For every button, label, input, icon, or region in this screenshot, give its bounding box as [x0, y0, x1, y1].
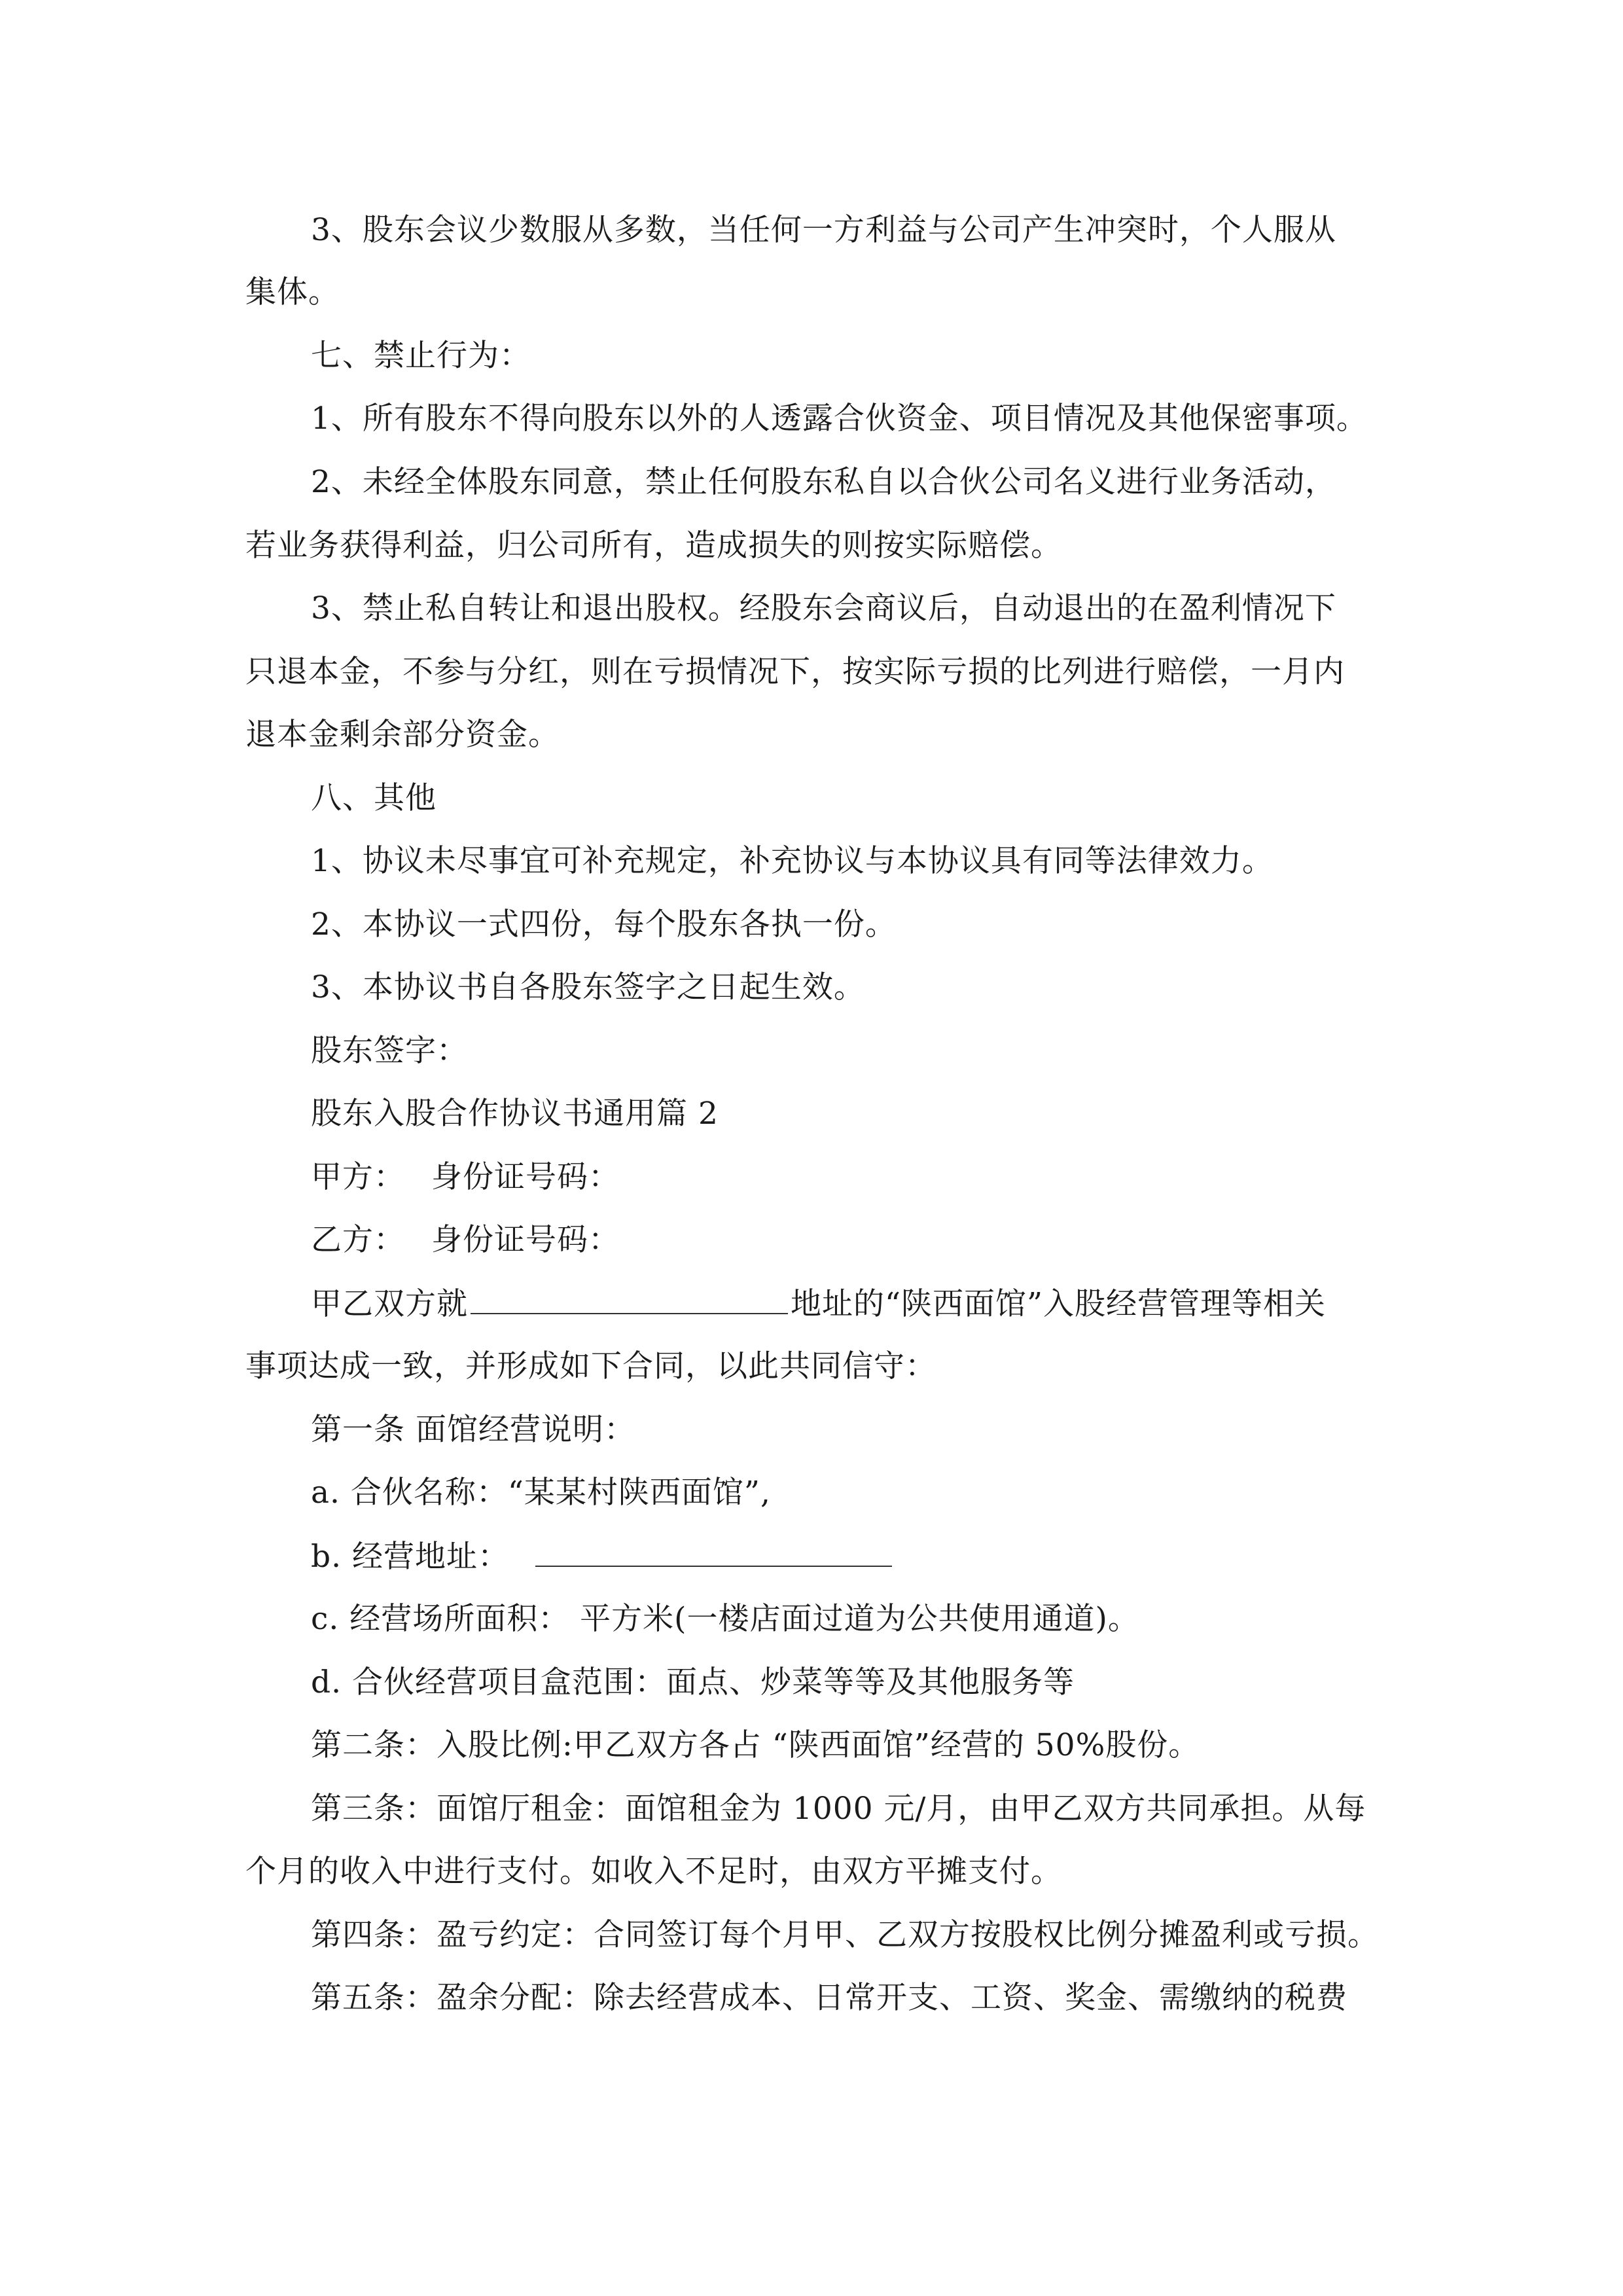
- business-address-blank: [535, 1537, 892, 1567]
- clause-7-3-cont-2: 退本金剩余部分资金。: [245, 717, 560, 753]
- article-1-a: a. 合伙名称：“某某村陕西面馆”,: [311, 1475, 771, 1511]
- intro-text-start: 甲乙双方就: [311, 1286, 468, 1322]
- clause-8-3: 3、本协议书自各股东签字之日起生效。: [311, 969, 865, 1005]
- clause-7-3-cont-1: 只退本金，不参与分红，则在亏损情况下，按实际亏损的比列进行赔偿，一月内: [245, 654, 1345, 690]
- party-b-id-label: 身份证号码：: [431, 1222, 620, 1258]
- intro-text-end: 地址的“陕西面馆”入股经营管理等相关: [791, 1286, 1327, 1322]
- article-2: 第二条：入股比例:甲乙双方各占 “陕西面馆”经营的 50%股份。: [311, 1727, 1200, 1763]
- article-4: 第四条：盈亏约定：合同签订每个月甲、乙双方按股权比例分摊盈利或亏损。: [311, 1917, 1379, 1953]
- article-3: 第三条：面馆厅租金：面馆租金为 1000 元/月，由甲乙双方共同承担。从每: [311, 1791, 1366, 1827]
- section-8-heading: 八、其他: [311, 780, 437, 816]
- party-a-line: [311, 1158, 620, 1197]
- intro-line-cont: 事项达成一致，并形成如下合同，以此共同信守：: [245, 1348, 936, 1384]
- agreement-2-title: 股东入股合作协议书通用篇 2: [311, 1096, 719, 1132]
- article-5: 第五条：盈余分配：除去经营成本、日常开支、工资、奖金、需缴纳的税费: [311, 1980, 1347, 2016]
- clause-7-1: 1、所有股东不得向股东以外的人透露合伙资金、项目情况及其他保密事项。: [311, 401, 1368, 437]
- clause-6-3: 3、股东会议少数服从多数，当任何一方利益与公司产生冲突时，个人服从: [311, 212, 1336, 248]
- address-blank: [471, 1284, 788, 1314]
- party-b-line: [311, 1221, 620, 1260]
- clause-7-2: 2、未经全体股东同意，禁止任何股东私自以合伙公司名义进行业务活动，: [311, 464, 1336, 500]
- article-1-b: [311, 1537, 892, 1577]
- article-1-heading: 第一条 面馆经营说明：: [311, 1412, 635, 1448]
- article-1-c: c. 经营场所面积： 平方米(一楼店面过道为公共使用通道)。: [311, 1601, 1139, 1637]
- clause-8-2: 2、本协议一式四份，每个股东各执一份。: [311, 906, 897, 942]
- clause-8-1: 1、协议未尽事宜可补充规定，补充协议与本协议具有同等法律效力。: [311, 843, 1274, 879]
- party-a-id-label: 身份证号码：: [431, 1159, 620, 1195]
- clause-7-2-cont: 若业务获得利益，归公司所有，造成损失的则按实际赔偿。: [245, 528, 1062, 564]
- section-7-heading: 七、禁止行为：: [311, 338, 531, 374]
- party-a-label: 甲方：: [311, 1159, 405, 1195]
- clause-7-3: 3、禁止私自转让和退出股权。经股东会商议后，自动退出的在盈利情况下: [311, 590, 1336, 626]
- intro-line: [311, 1284, 1326, 1324]
- clause-6-3-cont: 集体。: [245, 274, 340, 310]
- party-b-label: 乙方：: [311, 1222, 405, 1258]
- article-3-cont: 个月的收入中进行支付。如收入不足时，由双方平摊支付。: [245, 1854, 1062, 1890]
- article-1-b-label: b. 经营地址：: [311, 1539, 509, 1575]
- shareholder-signature-label: 股东签字：: [311, 1033, 468, 1069]
- article-1-d: d. 合伙经营项目盒范围：面点、炒菜等等及其他服务等: [311, 1664, 1075, 1700]
